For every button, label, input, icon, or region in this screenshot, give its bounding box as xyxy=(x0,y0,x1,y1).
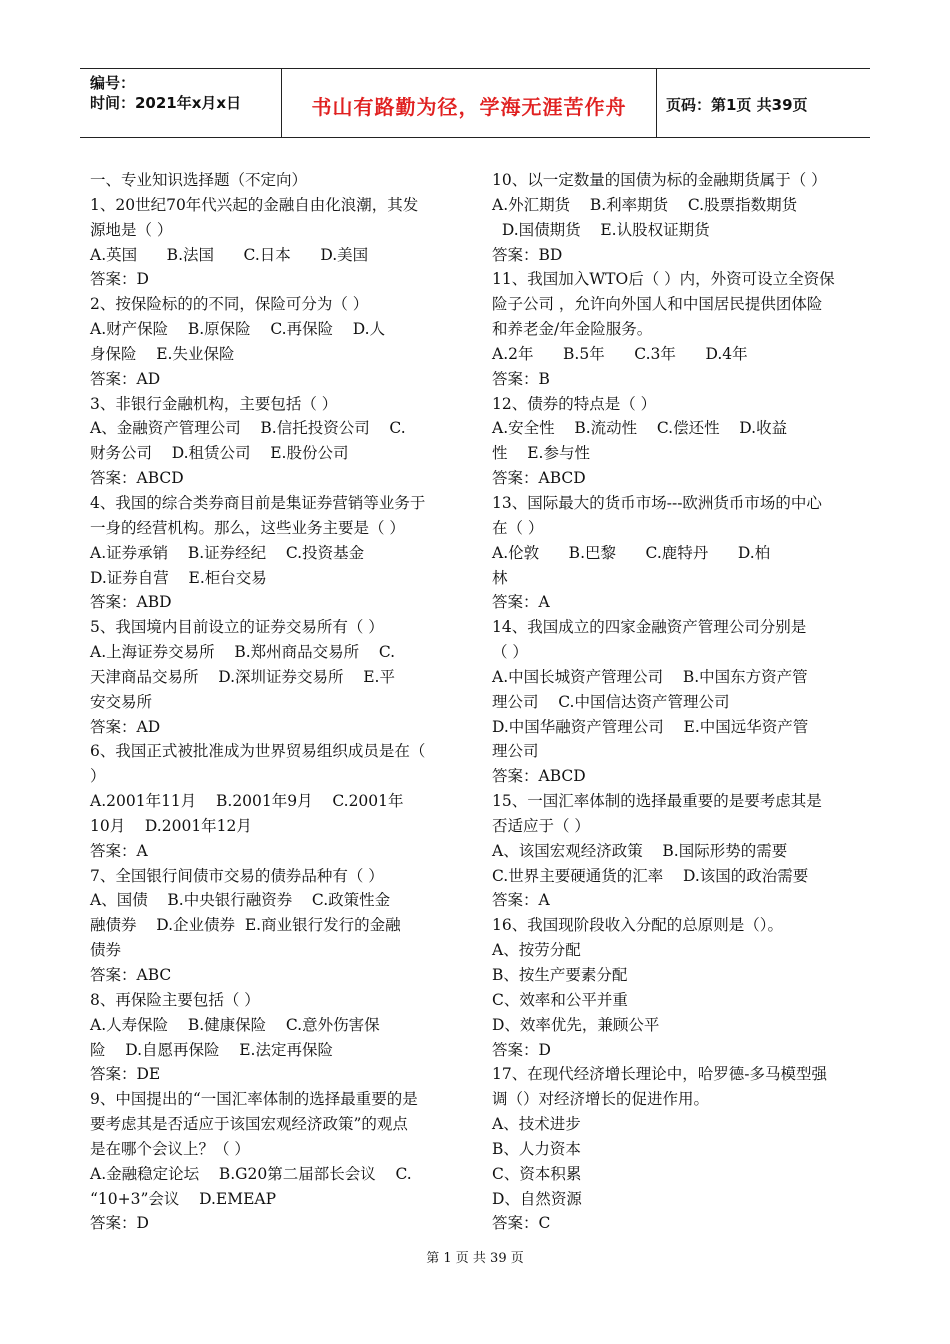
text-line: 险子公司 ，允许向外国人和中国居民提供团体险 xyxy=(492,295,823,314)
text-line: 答案：D xyxy=(492,1040,551,1059)
document-number-label: 编号： xyxy=(90,74,136,92)
header-motto: 书山有路勤为径，学海无涯苦作舟 xyxy=(311,95,627,119)
text-line: A.安全性 B.流动性 C.偿还性 D.收益 xyxy=(492,419,788,438)
text-line: 4、我国的综合类券商目前是集证券营销等业务于 xyxy=(90,493,426,512)
text-line: B、按生产要素分配 xyxy=(492,966,628,984)
text-line: 源地是（ ） xyxy=(90,220,173,239)
text-line: C、资本积累 xyxy=(492,1164,582,1183)
text-line: 答案：A xyxy=(492,891,550,910)
header-page-info: 页码：第1页 共39页 xyxy=(666,96,808,114)
text-line: 债券 xyxy=(90,941,122,960)
text-line: 11、我国加入WTO后（ ）内，外资可设立全资保 xyxy=(492,270,835,289)
text-line: 17、在现代经济增长理论中，哈罗德-多马模型强 xyxy=(492,1065,827,1084)
text-line: 9、中国提出的“一国汇率体制的选择最重要的是 xyxy=(90,1090,418,1109)
document-header xyxy=(80,68,870,138)
text-line: 答案：DE xyxy=(90,1065,161,1084)
text-line: 安交易所 xyxy=(90,692,153,711)
text-line: D.国债期货 E.认股权证期货 xyxy=(492,220,710,239)
text-line: 2、按保险标的的不同，保险可分为（ ） xyxy=(90,295,369,314)
text-line: C、效率和公平并重 xyxy=(492,990,628,1009)
text-line: A.财产保险 B.原保险 C.再保险 D.人 xyxy=(90,320,386,339)
text-line: A.外汇期货 B.利率期货 C.股票指数期货 xyxy=(492,195,798,214)
document-date: 时间：2021年x月x日 xyxy=(90,94,242,112)
text-line: 调（）对经济增长的促进作用。 xyxy=(492,1090,710,1109)
header-divider xyxy=(281,69,282,137)
right-column xyxy=(492,168,862,1236)
text-line: B、人力资本 xyxy=(492,1139,581,1158)
left-column xyxy=(90,168,460,1236)
text-line: 答案：AD xyxy=(90,369,161,388)
text-line: 15、一国汇率体制的选择最重要的是要考虑其是 xyxy=(492,792,822,811)
text-line: 理公司 C.中国信达资产管理公司 xyxy=(492,692,730,711)
text-line: 理公司 xyxy=(492,742,539,761)
text-line: A、国债 B.中央银行融资券 C.政策性金 xyxy=(90,891,391,910)
text-line: 10月 D.2001年12月 xyxy=(90,816,252,835)
text-line: 一、专业知识选择题（不定向） xyxy=(90,171,308,189)
text-line: 答案：A xyxy=(90,841,148,860)
text-line: 12、债券的特点是（ ） xyxy=(492,394,657,413)
text-line: A、按劳分配 xyxy=(492,941,581,960)
text-line: A.人寿保险 B.健康保险 C.意外伤害保 xyxy=(90,1015,380,1034)
text-line: 8、再保险主要包括（ ） xyxy=(90,990,260,1009)
text-line: 在（ ） xyxy=(492,518,544,537)
text-line: 16、我国现阶段收入分配的总原则是（）。 xyxy=(492,916,783,935)
text-line: A.2年 B.5年 C.3年 D.4年 xyxy=(492,344,748,363)
text-line: 7、全国银行间债市交易的债券品种有（ ） xyxy=(90,866,384,885)
text-line: 13、国际最大的货币市场---欧洲货币市场的中心 xyxy=(492,493,822,512)
text-line: 答案：D xyxy=(90,270,149,289)
text-line: 身保险 E.失业保险 xyxy=(90,344,235,363)
text-line: A、金融资产管理公司 B.信托投资公司 C. xyxy=(90,419,406,438)
text-line: 一身的经营机构。那么，这些业务主要是（ ） xyxy=(90,518,405,537)
header-meta xyxy=(90,73,275,113)
text-line: 答案：B xyxy=(492,369,550,388)
text-line: 财务公司 D.租赁公司 E.股份公司 xyxy=(90,444,349,463)
text-line: 要考虑其是否适应于该国宏观经济政策”的观点 xyxy=(90,1115,408,1134)
text-line: 答案：A xyxy=(492,593,550,612)
text-line: A.英国 B.法国 C.日本 D.美国 xyxy=(90,245,369,264)
text-line: 是在哪个会议上？（ ） xyxy=(90,1139,250,1158)
text-line: A.金融稳定论坛 B.G20第二届部长会议 C. xyxy=(90,1164,412,1183)
text-line: 6、我国正式被批准成为世界贸易组织成员是在（ xyxy=(90,742,426,761)
text-line: 性 E.参与性 xyxy=(492,444,590,463)
header-divider xyxy=(656,69,657,137)
text-line: 1、20世纪70年代兴起的金融自由化浪潮，其发 xyxy=(90,195,419,214)
text-line: 10、以一定数量的国债为标的金融期货属于（ ） xyxy=(492,171,827,189)
text-line: 答案：BD xyxy=(492,245,563,264)
text-line: 否适应于（ ） xyxy=(492,816,590,835)
text-line: 答案：ABCD xyxy=(492,767,586,786)
text-line: D.证券自营 E.柜台交易 xyxy=(90,568,267,587)
text-line: 5、我国境内目前设立的证券交易所有（ ） xyxy=(90,618,384,637)
text-line: A.中国长城资产管理公司 B.中国东方资产管 xyxy=(492,667,808,686)
text-line: 融债券 D.企业债券 E.商业银行发行的金融 xyxy=(90,916,401,935)
text-line: D、自然资源 xyxy=(492,1189,582,1208)
text-line: D、效率优先，兼顾公平 xyxy=(492,1015,660,1034)
text-line: 答案：C xyxy=(492,1214,551,1233)
text-line: 答案：ABD xyxy=(90,593,172,612)
text-line: A.上海证券交易所 B.郑州商品交易所 C. xyxy=(90,643,396,662)
text-line: 14、我国成立的四家金融资产管理公司分别是 xyxy=(492,618,807,637)
text-line: A.伦敦 B.巴黎 C.鹿特丹 D.柏 xyxy=(492,543,771,562)
text-line: A、该国宏观经济政策 B.国际形势的需要 xyxy=(492,841,788,860)
text-line: ） xyxy=(90,767,106,786)
text-line: A.2001年11月 B.2001年9月 C.2001年 xyxy=(90,792,404,811)
text-line: A、技术进步 xyxy=(492,1115,581,1134)
text-line: 答案：AD xyxy=(90,717,161,736)
text-line: “10+3”会议 D.EMEAP xyxy=(90,1189,277,1208)
text-line: 和养老金/年金险服务。 xyxy=(492,320,653,339)
text-line: 答案：D xyxy=(90,1214,149,1233)
text-line: 险 D.自愿再保险 E.法定再保险 xyxy=(90,1040,333,1059)
text-line: A.证券承销 B.证券经纪 C.投资基金 xyxy=(90,543,365,562)
text-line: 答案：ABCD xyxy=(492,469,586,488)
text-line: 答案：ABCD xyxy=(90,469,184,488)
text-line: 3、非银行金融机构，主要包括（ ） xyxy=(90,394,338,413)
text-line: 天津商品交易所 D.深圳证券交易所 E.平 xyxy=(90,667,395,686)
page-footer: 第 1 页 共 39 页 xyxy=(426,1251,524,1266)
text-line: （ ） xyxy=(492,643,528,662)
text-line: C.世界主要硬通货的汇率 D.该国的政治需要 xyxy=(492,866,809,885)
text-line: 答案：ABC xyxy=(90,966,172,984)
text-line: D.中国华融资产管理公司 E.中国远华资产管 xyxy=(492,717,809,736)
text-line: 林 xyxy=(492,568,508,587)
